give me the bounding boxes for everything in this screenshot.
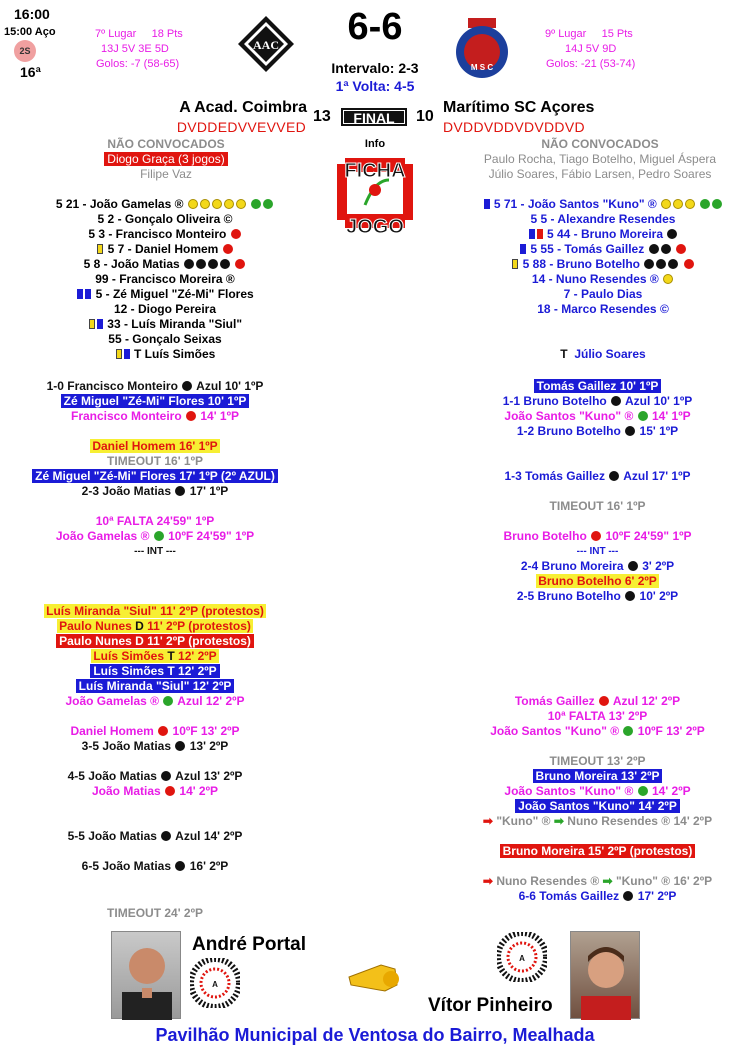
- event-text: Bruno Moreira 15' 2ºP (protestos): [500, 844, 696, 858]
- away-event-goal[interactable]: [465, 469, 730, 484]
- home-event-foul[interactable]: [10, 784, 300, 799]
- home-event-red-card[interactable]: Paulo Nunes D 11' 2ºP (protestos): [10, 634, 300, 649]
- home-event-blue-card[interactable]: [10, 679, 300, 694]
- home-player-name: 12 - Diogo Pereira: [113, 302, 217, 316]
- event-text: Luís Miranda "Siul" 12' 2ºP: [76, 679, 235, 693]
- away-player-row[interactable]: [458, 212, 748, 227]
- away-not-called-1[interactable]: Paulo Rocha, Tiago Botelho, Miguel Áspera: [483, 152, 717, 166]
- blue-card-icon: [520, 244, 526, 254]
- referee-1-photo[interactable]: [111, 931, 181, 1019]
- ficha-top-text: FICHA: [344, 160, 406, 182]
- event-text: Bruno Moreira 13' 2ºP: [533, 769, 663, 783]
- first-leg-score: 1ª Volta: 4-5: [335, 78, 415, 94]
- event-text: 6-6 Tomás Gaillez: [518, 889, 620, 903]
- away-player-name: 5 5 - Alexandre Resendes: [530, 212, 676, 226]
- event-text: Paulo Nunes: [59, 634, 132, 648]
- event-text: 2-5 Bruno Botelho: [516, 589, 621, 603]
- home-event-blue-card[interactable]: [10, 394, 300, 409]
- home-event-foul[interactable]: [10, 694, 300, 709]
- away-player-row[interactable]: [458, 197, 748, 212]
- away-player-row[interactable]: [458, 272, 748, 287]
- home-event-yellow-card[interactable]: Luís Simões T 12' 2ºP: [93, 649, 217, 663]
- away-event-timeout[interactable]: TIMEOUT 13' 2ºP: [549, 754, 646, 768]
- event-time: "Kuno" ® 16' 2ºP: [615, 874, 713, 888]
- event-text: 1-2 Bruno Botelho: [516, 424, 621, 438]
- away-points: 15 Pts: [601, 28, 633, 40]
- referee-2-photo[interactable]: [570, 931, 640, 1019]
- sub-out-icon: ➡: [482, 874, 493, 888]
- away-event-substitution[interactable]: [465, 874, 730, 889]
- event-text: Daniel Homem 16' 1ºP: [92, 439, 218, 453]
- event-time: Azul 13' 2ºP: [175, 769, 243, 783]
- event-text: Tomás Gaillez 10' 1ºP: [534, 379, 662, 393]
- home-player-name: 5 7 - Daniel Homem: [107, 242, 219, 256]
- home-event-goal[interactable]: [10, 379, 300, 394]
- away-event-blue-card[interactable]: [465, 769, 730, 784]
- svg-text:A: A: [519, 954, 525, 963]
- away-coach-name: Júlio Soares: [574, 347, 646, 361]
- event-time: 14' 1ºP: [200, 409, 239, 423]
- away-player-name: 5 44 - Bruno Moreira: [546, 227, 664, 241]
- event-time: 12' 2ºP: [178, 649, 217, 663]
- away-player-name: 14 - Nuno Resendes ®: [531, 272, 659, 286]
- home-event-goal[interactable]: [10, 829, 300, 844]
- coach-icon: T: [560, 347, 568, 361]
- away-position: 9º Lugar: [545, 28, 587, 40]
- home-player-name: 5 - Zé Miguel "Zé-Mi" Flores: [95, 287, 254, 301]
- home-player-row[interactable]: [20, 197, 310, 212]
- event-text: 2-3 João Matias: [81, 484, 172, 498]
- home-standing: [95, 28, 183, 40]
- away-player-row[interactable]: [458, 257, 748, 272]
- home-player-name: 5 3 - Francisco Monteiro: [88, 227, 227, 241]
- yellow-card-icon: [97, 244, 103, 254]
- event-text: "Kuno" ®: [496, 814, 551, 828]
- event-text: João Matias: [92, 784, 161, 798]
- away-player-name: 5 55 - Tomás Gaillez: [530, 242, 645, 256]
- blue-card-icon: [77, 289, 83, 299]
- blue-card-icon: [484, 199, 490, 209]
- away-event-red-card[interactable]: [465, 844, 730, 859]
- referee-2-name: Vítor Pinheiro: [428, 995, 553, 1016]
- blue-card-icon: [97, 319, 103, 329]
- away-event-foul[interactable]: [465, 784, 730, 799]
- home-player-row[interactable]: [20, 287, 310, 302]
- ficha-bottom-text: JOGO: [346, 216, 404, 238]
- event-text: 2-4 Bruno Moreira: [520, 559, 624, 573]
- event-text: João Santos "Kuno" ®: [504, 784, 634, 798]
- away-event-foul[interactable]: [465, 529, 730, 544]
- event-text: 6-5 João Matias: [81, 859, 172, 873]
- away-event-timeout[interactable]: TIMEOUT 16' 1ºP: [549, 499, 646, 513]
- home-points: 18 Pts: [151, 28, 183, 40]
- event-text: Tomás Gaillez: [514, 694, 595, 708]
- event-time: 16' 2ºP: [189, 859, 229, 873]
- event-time: 17' 1ºP: [189, 484, 229, 498]
- away-event-goal[interactable]: [465, 559, 730, 574]
- away-team-name[interactable]: Marítimo SC Açores: [443, 99, 595, 116]
- svg-text:AAC: AAC: [253, 38, 279, 52]
- away-event-blue-card[interactable]: [465, 379, 730, 394]
- referee-association-logo: [497, 932, 547, 982]
- home-event-goal[interactable]: [10, 484, 300, 499]
- referee-1-name: André Portal: [192, 934, 307, 955]
- blue-card-icon: [85, 289, 91, 299]
- home-team-number: 13: [313, 108, 331, 125]
- event-text: João Gamelas ®: [65, 694, 160, 708]
- home-player-row[interactable]: [20, 332, 310, 347]
- home-player-row[interactable]: [20, 302, 310, 317]
- away-player-row[interactable]: [458, 287, 748, 302]
- away-event-goal[interactable]: [465, 424, 730, 439]
- home-event-blue-card[interactable]: [10, 469, 300, 484]
- away-not-called-title: NÃO CONVOCADOS: [541, 137, 659, 151]
- event-time: 3' 2ºP: [642, 559, 675, 573]
- away-player-name: 5 71 - João Santos "Kuno" ®: [493, 197, 657, 211]
- event-time: Azul 10' 1ºP: [196, 379, 264, 393]
- event-time: 14' 2ºP: [179, 784, 218, 798]
- home-form: DVDDEDVVEVVED: [176, 119, 306, 135]
- event-time: 11' 2ºP (protestos): [147, 634, 251, 648]
- home-team-name[interactable]: A Acad. Coimbra: [179, 99, 307, 116]
- home-player-row[interactable]: [20, 212, 310, 227]
- away-event-tenth-foul[interactable]: 10ª FALTA 13' 2ºP: [547, 709, 648, 723]
- event-text: Paulo Nunes: [59, 619, 132, 633]
- away-player-name: 7 - Paulo Dias: [563, 287, 643, 301]
- home-not-called-1-row: [36, 152, 296, 167]
- away-form: DVDDVDDVDVDDVD: [443, 119, 585, 135]
- event-time: 12' 2ºP: [178, 664, 217, 678]
- event-text: 5-5 João Matias: [67, 829, 157, 843]
- svg-text:A: A: [212, 980, 218, 989]
- home-team-logo[interactable]: [236, 14, 296, 74]
- home-coach-name: Luís Simões: [144, 347, 216, 361]
- home-event-foul[interactable]: [10, 409, 300, 424]
- event-text: Francisco Monteiro: [71, 409, 182, 423]
- home-player-name: 33 - Luís Miranda "Siul": [107, 317, 243, 331]
- home-player-name: 5 8 - João Matias: [83, 257, 180, 271]
- home-event-tenth-foul[interactable]: 10ª FALTA 24'59" 1ºP: [95, 514, 215, 528]
- event-time: 10ºF 24'59" 1ºP: [168, 529, 255, 543]
- red-card-icon: [537, 229, 543, 239]
- event-time: 10ºF 24'59" 1ºP: [605, 529, 692, 543]
- venue: Pavilhão Municipal de Ventosa do Bairro, Mealhada: [155, 1025, 595, 1045]
- event-text: 1-3 Tomás Gaillez: [504, 469, 605, 483]
- event-text: 3-5 João Matias: [81, 739, 172, 753]
- home-event-yellow-card[interactable]: [10, 439, 300, 454]
- home-event-blue-card[interactable]: Luís Simões T 12' 2ºP: [10, 664, 300, 679]
- away-team-number: 10: [416, 108, 434, 125]
- event-time: 14' 1ºP: [651, 409, 691, 423]
- event-time: 15' 1ºP: [639, 424, 679, 438]
- home-position: 7º Lugar: [95, 28, 137, 40]
- home-event-foul[interactable]: [10, 529, 300, 544]
- home-event-goal[interactable]: [10, 769, 300, 784]
- away-standing: [545, 28, 633, 40]
- event-time: 10ºF 13' 2ºP: [172, 724, 240, 738]
- home-player-row[interactable]: [20, 317, 310, 332]
- home-player-row[interactable]: [20, 227, 310, 242]
- event-text: Luís Simões: [93, 649, 165, 663]
- home-coach-row[interactable]: [20, 347, 310, 362]
- event-text: 4-5 João Matias: [67, 769, 157, 783]
- event-text: Zé Miguel "Zé-Mi" Flores 17' 1ºP (2º AZUL): [32, 469, 278, 483]
- event-text: Bruno Botelho 6' 2ºP: [538, 574, 657, 588]
- blue-card-icon: [529, 229, 535, 239]
- home-not-called-title: NÃO CONVOCADOS: [107, 137, 225, 151]
- home-event-timeout[interactable]: TIMEOUT 16' 1ºP: [107, 454, 203, 468]
- away-player-row[interactable]: [458, 227, 748, 242]
- event-text: Daniel Homem: [70, 724, 154, 738]
- svg-text:M S C: M S C: [470, 63, 494, 72]
- score: 6-6: [347, 6, 403, 48]
- home-player-name: 5 21 - João Gamelas ®: [55, 197, 184, 211]
- status-badge: [341, 108, 407, 126]
- away-event-foul[interactable]: [465, 724, 730, 739]
- away-goals: Golos: -21 (53-74): [546, 58, 636, 70]
- event-text: Bruno Botelho: [503, 529, 587, 543]
- sub-in-icon: ➡: [602, 874, 613, 888]
- event-time: 10' 2ºP: [639, 589, 679, 603]
- home-event-goal[interactable]: [10, 739, 300, 754]
- away-not-called-2[interactable]: Júlio Soares, Fábio Larsen, Pedro Soares: [488, 167, 712, 181]
- event-text: 1-0 Francisco Monteiro: [46, 379, 178, 393]
- yellow-card-icon: [116, 349, 122, 359]
- event-time: 14' 2ºP: [651, 784, 691, 798]
- round-badge: [14, 40, 36, 62]
- home-not-called-2[interactable]: Filipe Vaz: [140, 167, 192, 181]
- event-text: João Santos "Kuno" ®: [490, 724, 620, 738]
- event-time: 17' 2ºP: [637, 889, 677, 903]
- away-player-row[interactable]: [458, 302, 748, 317]
- event-text: Luís Miranda "Siul" 11' 2ºP (protestos): [46, 604, 264, 618]
- home-goals: Golos: -7 (58-65): [96, 58, 180, 70]
- event-text: 1-1 Bruno Botelho: [502, 394, 607, 408]
- away-player-row[interactable]: [458, 242, 748, 257]
- event-text: João Santos "Kuno" ®: [504, 409, 634, 423]
- event-time: Azul 17' 1ºP: [623, 469, 691, 483]
- event-text: Nuno Resendes ®: [496, 874, 600, 888]
- ficha-jogo-button[interactable]: [325, 150, 425, 236]
- event-time: Nuno Resendes ® 14' 2ºP: [567, 814, 713, 828]
- away-event-blue-card[interactable]: [465, 799, 730, 814]
- away-event-goal[interactable]: [465, 589, 730, 604]
- home-player-row[interactable]: [20, 272, 310, 287]
- home-player-row[interactable]: [20, 257, 310, 272]
- blue-card-icon: [124, 349, 130, 359]
- coach-icon: T: [133, 347, 142, 361]
- home-event-interval: --- INT ---: [134, 546, 176, 557]
- event-time: Azul 10' 1ºP: [624, 394, 693, 408]
- away-event-goal[interactable]: [465, 394, 730, 409]
- home-event-yellow-card[interactable]: [10, 604, 300, 619]
- away-event-foul[interactable]: [465, 694, 730, 709]
- home-event-foul[interactable]: [10, 724, 300, 739]
- kickoff-note: 15:00 Aço: [4, 26, 56, 38]
- away-event-substitution[interactable]: [465, 814, 730, 829]
- event-time: Azul 12' 2ºP: [612, 694, 681, 708]
- event-text: Luís Simões: [93, 664, 165, 678]
- home-player-row[interactable]: [20, 242, 310, 257]
- home-event-goal[interactable]: [10, 859, 300, 874]
- home-player-name: 99 - Francisco Moreira ®: [95, 272, 235, 286]
- yellow-card-icon: [512, 259, 518, 269]
- away-event-interval: --- INT ---: [576, 546, 619, 557]
- home-player-name: 5 2 - Gonçalo Oliveira ©: [97, 212, 233, 226]
- event-time: 11' 2ºP (protestos): [147, 619, 251, 633]
- event-time: Azul 14' 2ºP: [175, 829, 243, 843]
- sub-in-icon: ➡: [553, 814, 564, 828]
- away-record: 14J 5V 9D: [565, 43, 617, 55]
- event-time: 10ºF 13' 2ºP: [637, 724, 705, 738]
- away-player-name: 18 - Marco Resendes ©: [537, 302, 669, 316]
- yellow-card-icon: [89, 319, 95, 329]
- home-player-name: 55 - Gonçalo Seixas: [108, 332, 222, 346]
- event-time: Azul 12' 2ºP: [177, 694, 245, 708]
- referee-association-logo: [190, 958, 240, 1008]
- kickoff-time: 16:00: [14, 6, 50, 22]
- away-event-yellow-card[interactable]: [465, 574, 730, 589]
- whistle-icon: [345, 957, 405, 997]
- event-time: 13' 2ºP: [189, 739, 229, 753]
- home-not-called-1[interactable]: Diogo Graça (3 jogos): [104, 152, 227, 166]
- home-event-timeout[interactable]: TIMEOUT 24' 2ºP: [107, 906, 203, 920]
- away-coach-row[interactable]: [458, 347, 748, 362]
- away-event-foul[interactable]: [465, 409, 730, 424]
- away-player-name: 5 88 - Bruno Botelho: [522, 257, 640, 271]
- home-event-card[interactable]: Paulo Nunes D 11' 2ºP (protestos): [59, 619, 251, 633]
- event-text: João Gamelas ®: [55, 529, 150, 543]
- round-number: 16ª: [20, 64, 41, 80]
- sub-out-icon: ➡: [482, 814, 493, 828]
- halftime-score: Intervalo: 2-3: [331, 60, 419, 76]
- away-team-logo[interactable]: [454, 16, 510, 80]
- info-label: Info: [364, 138, 386, 150]
- event-text: Zé Miguel "Zé-Mi" Flores 10' 1ºP: [61, 394, 250, 408]
- home-record: 13J 5V 3E 5D: [101, 43, 169, 55]
- status-text: FINAL: [353, 110, 395, 126]
- round-badge-text: 2S: [19, 46, 31, 56]
- event-text: João Santos "Kuno" 14' 2ºP: [515, 799, 680, 813]
- away-event-goal[interactable]: [465, 889, 730, 904]
